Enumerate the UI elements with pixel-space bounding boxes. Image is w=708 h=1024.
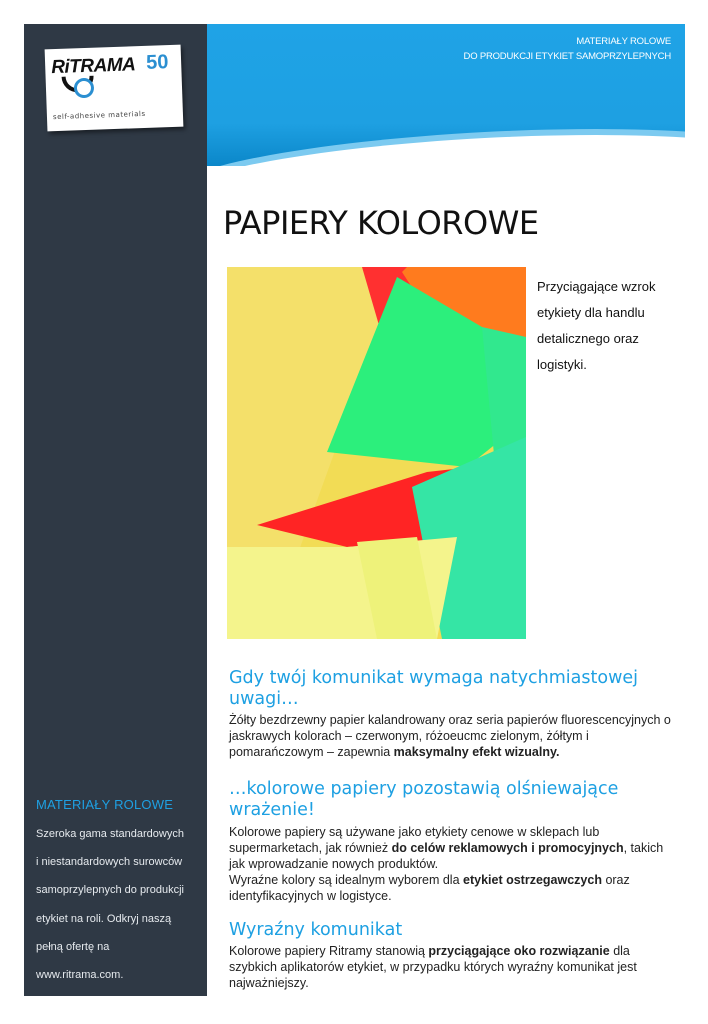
sidebar-line: samoprzylepnych do produkcji <box>36 884 184 896</box>
section-3-text-2: dla szybkich aplikatorów etykiet, w przypadku których wyraźny komunikat jest najważniejszy. <box>229 944 637 990</box>
section-body-impression <box>229 824 674 904</box>
website-link[interactable]: www.ritrama.com. <box>36 969 124 981</box>
sidebar-line: i niestandardowych surowców <box>36 856 183 868</box>
logo-arc-icon <box>60 74 97 111</box>
section-2-text-2: , takich jak wprowadzanie nowych produktów. <box>229 841 664 871</box>
section-2-bold-2: etykiet ostrzegawczych <box>463 873 602 887</box>
section-2-text-4: oraz identyfikacyjnych w logistyce. <box>229 873 630 903</box>
section-heading-clear-message: Wyraźny komunikat <box>229 920 403 940</box>
section-2-text-3: Wyraźne kolory są idealnym wyborem dla <box>229 873 464 887</box>
sidebar-line: Szeroka gama standardowych <box>36 828 184 840</box>
header-band <box>207 24 685 166</box>
section-heading-attention: Gdy twój komunikat wymaga natychmiastowej uwagi… <box>229 668 639 709</box>
section-1-text: Żółty bezdrzewny papier kalandrowany oraz seria papierów fluorescencyjnych o jaskrawych kolorach – czerwonym, różoeucmc zielonym, żółtym i pomarańczowym – zapewnia <box>229 713 671 759</box>
band-line-1: MATERIAŁY ROLOWE <box>576 36 671 47</box>
header-band-text <box>464 34 671 64</box>
sidebar-line: pełną ofertę na <box>36 941 110 953</box>
page-title: PAPIERY KOLOROWE <box>223 204 539 242</box>
logo-tagline: self-adhesive materials <box>52 109 146 122</box>
band-wave-white <box>207 121 685 166</box>
section-2-bold-1: do celów reklamowych i promocyjnych <box>391 841 624 855</box>
section-body-attention <box>229 712 674 760</box>
intro-text: Przyciągające wzrok etykiety dla handlu detalicznego oraz logistyki. <box>537 279 656 372</box>
section-3-text-1: Kolorowe papiery Ritramy stanowią <box>229 944 429 958</box>
sidebar-title: MATERIAŁY ROLOWE <box>36 797 174 812</box>
logo-wordmark: RiTRAMA <box>50 54 136 79</box>
section-body-clear-message <box>229 943 674 991</box>
colored-papers-photo <box>227 267 526 639</box>
section-3-bold-1: przyciągające oko rozwiązanie <box>428 944 610 958</box>
band-line-2: DO PRODUKCJI ETYKIET SAMOPRZYLEPNYCH <box>463 51 671 62</box>
logo-anniversary: 50 <box>145 51 169 74</box>
section-heading-impression: …kolorowe papiery pozostawią olśniewające wrażenie! <box>229 779 619 820</box>
sidebar-panel <box>24 24 207 996</box>
ritrama-logo[interactable] <box>45 45 184 132</box>
section-2-text-1: Kolorowe papiery są używane jako etykiety cenowe w sklepach lub supermarketach, jak również <box>229 825 600 855</box>
section-1-bold: maksymalny efekt wizualny. <box>393 745 560 759</box>
sidebar-line: etykiet na roli. Odkryj naszą <box>36 913 172 925</box>
